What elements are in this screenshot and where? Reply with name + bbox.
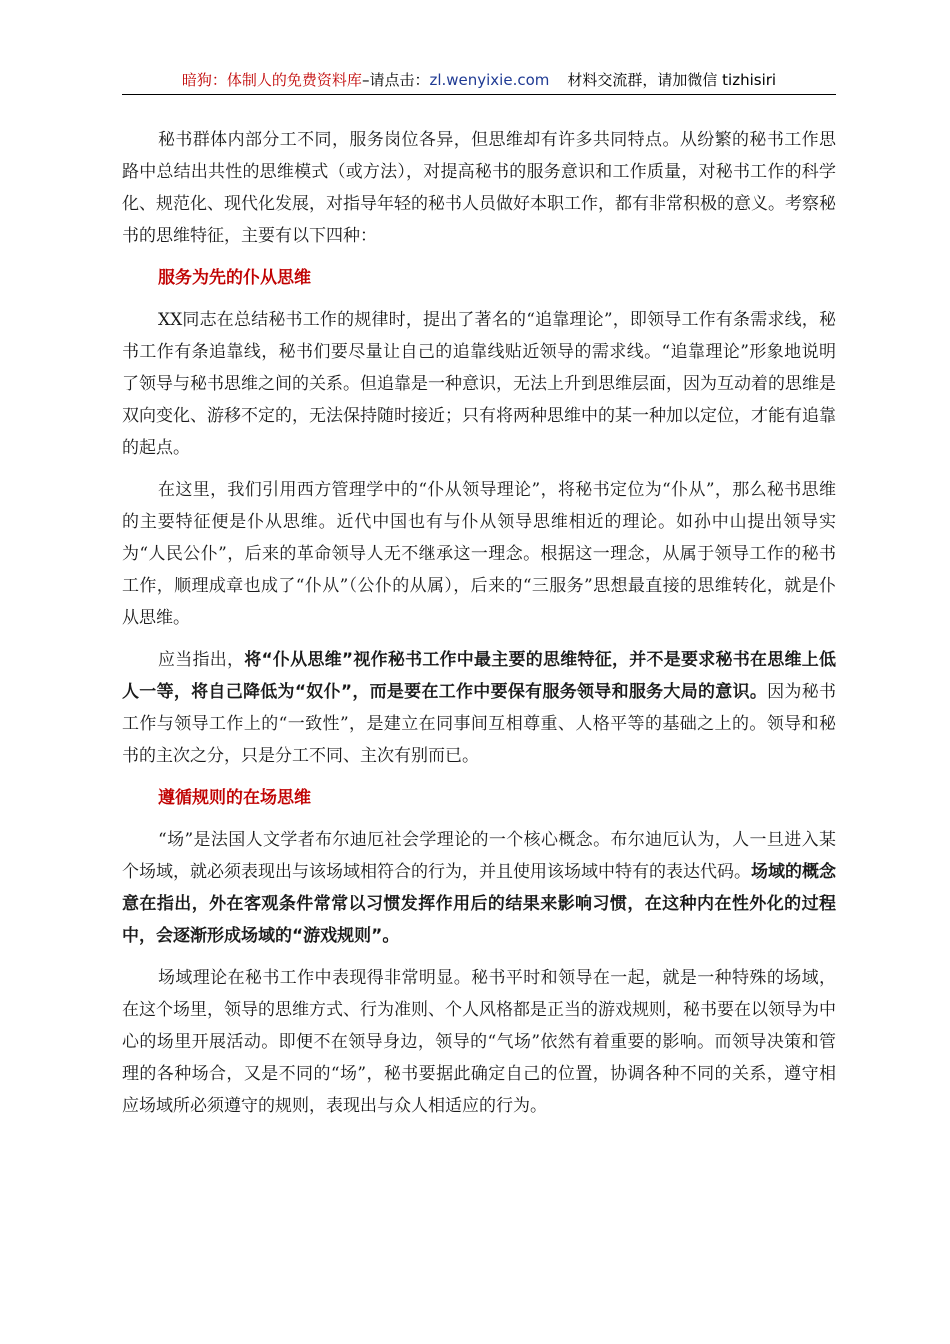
note-emphasis: 将“仆从思维”视作秘书工作中最主要的思维特征，并不是要求秘书在思维上低人一等，将自己降低为“奴仆”，而是要在工作中要保有服务领导和服务大局的意识。	[122, 650, 836, 702]
article-body	[122, 124, 836, 1132]
site-name: 暗狗：体制人的免费资料库	[181, 71, 362, 89]
site-link[interactable]: zl.wenyixie.com	[429, 71, 550, 89]
click-prompt: –请点击：	[361, 71, 430, 89]
paragraph-chase-theory: XX同志在总结秘书工作的规律时，提出了著名的“追靠理论”，即领导工作有条需求线，秘书工作有条追靠线，秘书们要尽量让自己的追靠线贴近领导的需求线。“追靠理论”形象地说明了领导与秘书思维之间的关系。但追靠是一种意识，无法上升到思维层面，因为互动着的思维是双向变化、游移不定的，无法保持随时接近；只有将两种思维中的某一种加以定位，才能有追靠的起点。	[122, 310, 836, 458]
paragraph-field-application: 场域理论在秘书工作中表现得非常明显。秘书平时和领导在一起，就是一种特殊的场域，在这个场里，领导的思维方式、行为准则、个人风格都是正当的游戏规则，秘书要在以领导为中心的场里开展活动。即便不在领导身边，领导的“气场”依然有着重要的影响。而领导决策和管理的各种场合，又是不同的“场”，秘书要据此确定自己的位置，协调各种不同的关系，遵守相应场域所必须遵守的规则，表现出与众人相适应的行为。	[122, 968, 836, 1116]
intro-paragraph: 秘书群体内部分工不同，服务岗位各异，但思维却有许多共同特点。从纷繁的秘书工作思路中总结出共性的思维模式（或方法），对提高秘书的服务意识和工作质量，对秘书工作的科学化、规范化、现代化发展，对指导年轻的秘书人员做好本职工作，都有非常积极的意义。考察秘书的思维特征，主要有以下四种：	[122, 130, 836, 246]
section-heading-field-thinking: 遵循规则的在场思维	[158, 788, 311, 808]
note-tail: 因为秘书工作与领导工作上的“一致性”，是建立在同事间互相尊重、人格平等的基础之上的。领导和秘书的主次之分，只是分工不同、主次有别而已。	[122, 682, 836, 766]
paragraph-field-concept	[122, 824, 836, 952]
wechat-note: 材料交流群，请加微信 tizhisiri	[567, 71, 777, 89]
page-header	[122, 68, 836, 95]
paragraph-note	[122, 644, 836, 772]
section-heading-servant-thinking: 服务为先的仆从思维	[158, 268, 311, 288]
field-emphasis: 场域的概念意在指出，外在客观条件常常以习惯发挥作用后的结果来影响习惯，在这种内在性外化的过程中，会逐渐形成场域的“游戏规则”。	[122, 862, 836, 946]
paragraph-servant-leadership: 在这里，我们引用西方管理学中的“仆从领导理论”，将秘书定位为“仆从”，那么秘书思维的主要特征便是仆从思维。近代中国也有与仆从领导思维相近的理论。如孙中山提出领导实为“人民公仆”，后来的革命领导人无不继承这一理念。根据这一理念，从属于领导工作的秘书工作，顺理成章也成了“仆从”（公仆的从属），后来的“三服务”思想最直接的思维转化，就是仆从思维。	[122, 480, 836, 628]
field-lead: “场”是法国人文学者布尔迪厄社会学理论的一个核心概念。布尔迪厄认为，人一旦进入某个场域，就必须表现出与该场域相符合的行为，并且使用该场域中特有的表达代码。	[122, 830, 836, 882]
note-lead: 应当指出，	[158, 650, 245, 670]
